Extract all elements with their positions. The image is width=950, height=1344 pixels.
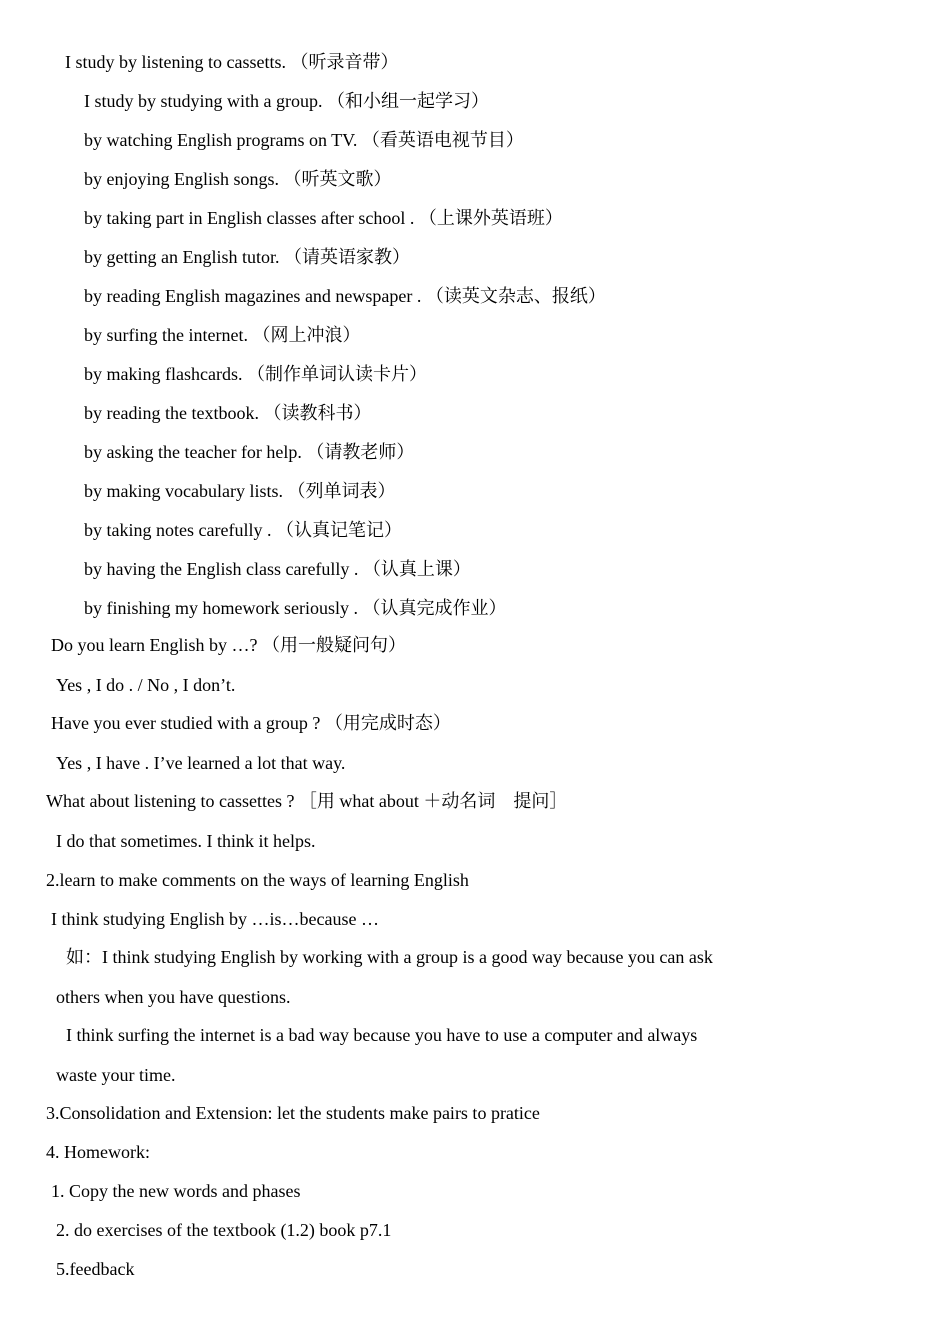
text-line-16: Do you learn English by …? （用一般疑问句）	[51, 635, 406, 655]
text-line-30: 1. Copy the new words and phases	[51, 1181, 301, 1201]
text-line-3: by watching English programs on TV. （看英语电视节目）	[84, 130, 524, 150]
text-line-12: by making vocabulary lists. （列单词表）	[84, 481, 396, 501]
text-line-4: by enjoying English songs. （听英文歌）	[84, 169, 392, 189]
text-line-13: by taking notes carefully . （认真记笔记）	[84, 520, 402, 540]
text-line-25: others when you have questions.	[56, 987, 291, 1007]
text-line-2: I study by studying with a group. （和小组一起学习）	[84, 91, 489, 111]
text-line-5: by taking part in English classes after school . （上课外英语班）	[84, 208, 563, 228]
text-line-17: Yes , I do . / No , I don’t.	[56, 675, 236, 695]
text-line-19: Yes , I have . I’ve learned a lot that way.	[56, 753, 346, 773]
text-line-20: What about listening to cassettes ? ［用 what about ＋动名词 提问］	[46, 791, 568, 811]
text-line-29: 4. Homework:	[46, 1142, 150, 1162]
text-line-26: I think surfing the internet is a bad way because you have to use a computer and always	[66, 1025, 698, 1045]
text-line-6: by getting an English tutor. （请英语家教）	[84, 247, 410, 267]
text-line-9: by making flashcards. （制作单词认读卡片）	[84, 364, 427, 384]
text-line-14: by having the English class carefully . （认真上课）	[84, 559, 471, 579]
text-line-28: 3.Consolidation and Extension: let the students make pairs to pratice	[46, 1103, 540, 1123]
text-line-31: 2. do exercises of the textbook (1.2) book p7.1	[56, 1220, 392, 1240]
text-line-7: by reading English magazines and newspaper . （读英文杂志、报纸）	[84, 286, 606, 306]
text-line-32: 5.feedback	[56, 1259, 135, 1279]
text-line-23: I think studying English by …is…because …	[51, 909, 379, 929]
text-line-22: 2.learn to make comments on the ways of learning English	[46, 870, 469, 890]
text-line-21: I do that sometimes. I think it helps.	[56, 831, 316, 851]
text-line-24: 如：I think studying English by working with a group is a good way because you can ask	[66, 947, 713, 967]
text-line-27: waste your time.	[56, 1065, 176, 1085]
text-line-11: by asking the teacher for help. （请教老师）	[84, 442, 415, 462]
text-line-15: by finishing my homework seriously . （认真完成作业）	[84, 598, 507, 618]
text-line-10: by reading the textbook. （读教科书）	[84, 403, 372, 423]
text-line-18: Have you ever studied with a group ? （用完成时态）	[51, 713, 451, 733]
text-line-8: by surfing the internet. （网上冲浪）	[84, 325, 361, 345]
text-line-1: I study by listening to cassetts. （听录音带）	[65, 52, 399, 72]
